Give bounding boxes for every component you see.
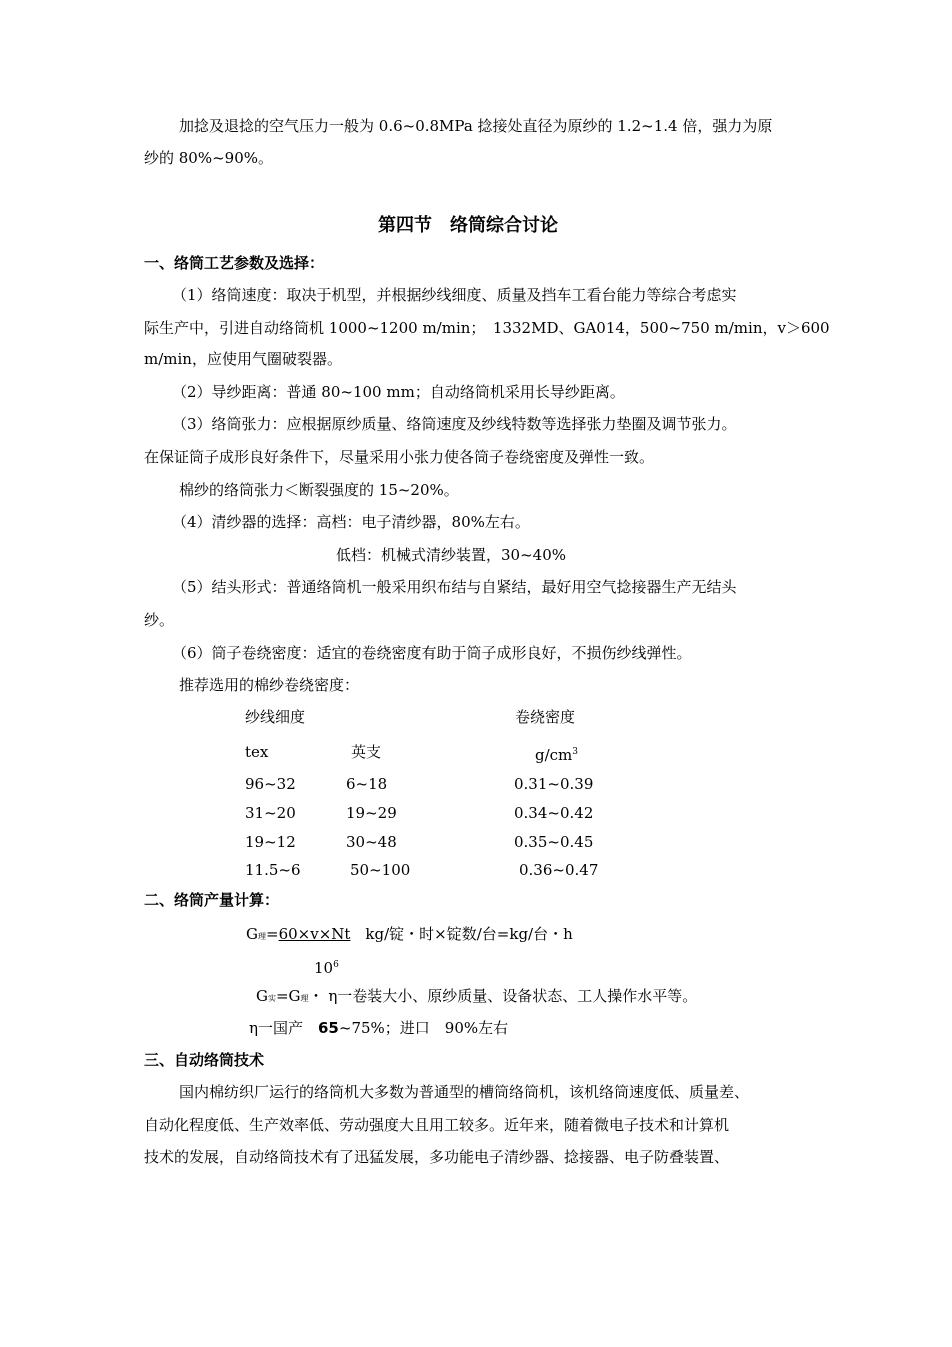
table-row-1-density: 0.31~0.39 — [514, 775, 594, 793]
part3-heading: 三、自动络筒技术 — [144, 1051, 265, 1069]
formula-1-denominator: $10^6$ — [314, 959, 339, 977]
table-header-tex: tex — [245, 743, 269, 761]
table-header-fineness: 纱线细度 — [245, 708, 306, 726]
part1-p1-line-2: 际生产中，引进自动络筒机 1000~1200 m/min； 1332MD、GA014，500~750 m/min，v＞600 — [144, 319, 830, 337]
table-row-4-density: 0.36~0.47 — [519, 861, 599, 879]
part3-line-3: 技术的发展，自动络筒技术有了迅猛发展，多功能电子清纱器、捻接器、电子防叠装置、 — [144, 1148, 730, 1166]
part1-p4-line-2: 低档：机械式清纱装置，30~40% — [336, 546, 566, 564]
table-header-unit: $g/cm^3$ — [535, 746, 579, 764]
part1-p5-line-1: （5）结头形式：普通络筒机一般采用织布结与自紧结，最好用空气捻接器生产无结头 — [172, 578, 737, 596]
part2-heading: 二、络筒产量计算： — [144, 891, 280, 909]
formula-3: η一国产 65~75%；进口 90%左右 — [249, 1019, 509, 1037]
table-header-density: 卷绕密度 — [515, 708, 576, 726]
table-row-2-density: 0.34~0.42 — [514, 804, 594, 822]
table-row-2-tex: 31~20 — [245, 804, 296, 822]
intro-line-1: 加捻及退捻的空气压力一般为 0.6~0.8MPa 捻接处直径为原纱的 1.2~1.4 倍，强力为原 — [179, 117, 773, 135]
table-row-4-count: 50~100 — [350, 861, 411, 879]
part1-p3-line-3: 棉纱的络筒张力＜断裂强度的 15~20%。 — [179, 481, 459, 499]
table-intro: 推荐选用的棉纱卷绕密度： — [179, 676, 360, 694]
part3-line-2: 自动化程度低、生产效率低、劳动强度大且用工较多。近年来，随着微电子技术和计算机 — [144, 1116, 730, 1134]
table-row-3-count: 30~48 — [346, 833, 397, 851]
intro-line-2: 纱的 80%~90%。 — [144, 149, 274, 167]
part1-p5-line-2: 纱。 — [144, 611, 175, 629]
formula-1: G理=60×v×Nt kg/锭・时×锭数/台=kg/台・h — [246, 925, 573, 943]
part1-p6: （6）筒子卷绕密度：适宜的卷绕密度有助于筒子成形良好，不损伤纱线弹性。 — [172, 644, 692, 662]
table-row-1-tex: 96~32 — [245, 775, 296, 793]
formula-2: G实=G理・ η一卷装大小、原纱质量、设备状态、工人操作水平等。 — [256, 987, 698, 1005]
table-row-3-tex: 19~12 — [245, 833, 296, 851]
section-title: 第四节 络筒综合讨论 — [378, 215, 558, 236]
table-row-3-density: 0.35~0.45 — [514, 833, 594, 851]
part1-p1-line-1: （1）络筒速度：取决于机型，并根据纱线细度、质量及挡车工看台能力等综合考虑实 — [172, 286, 737, 304]
table-row-2-count: 19~29 — [346, 804, 397, 822]
part1-p3-line-2: 在保证筒子成形良好条件下，尽量采用小张力使各筒子卷绕密度及弹性一致。 — [144, 448, 655, 466]
table-row-4-tex: 11.5~6 — [245, 861, 301, 879]
part1-heading: 一、络筒工艺参数及选择： — [144, 254, 325, 272]
table-header-english-count: 英支 — [351, 743, 382, 761]
part1-p2: （2）导纱距离：普通 80~100 mm；自动络筒机采用长导纱距离。 — [172, 383, 625, 401]
table-row-1-count: 6~18 — [346, 775, 388, 793]
part1-p4-line-1: （4）清纱器的选择：高档：电子清纱器，80%左右。 — [172, 513, 530, 531]
part1-p1-line-3: m/min，应使用气圈破裂器。 — [144, 350, 342, 368]
part1-p3-line-1: （3）络筒张力：应根据原纱质量、络筒速度及纱线特数等选择张力垫圈及调节张力。 — [172, 415, 737, 433]
part3-line-1: 国内棉纺织厂运行的络筒机大多数为普通型的槽筒络筒机，该机络筒速度低、质量差、 — [179, 1083, 750, 1101]
